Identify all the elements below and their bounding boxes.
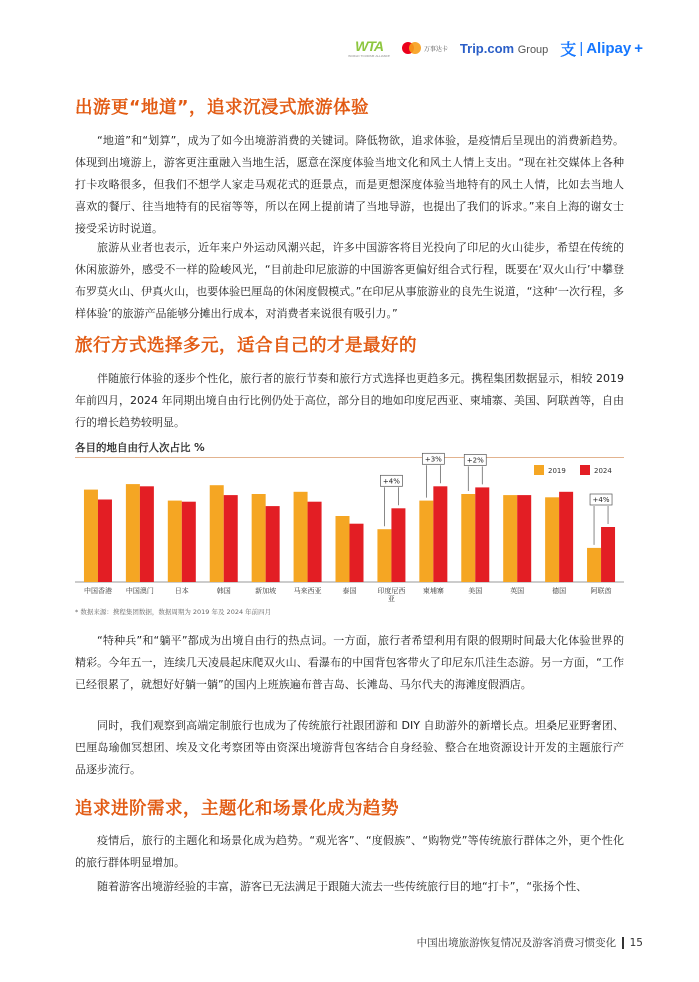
legend-label-2019: 2019 — [548, 467, 566, 475]
alipay-logo — [560, 37, 643, 60]
paragraph-2: 旅游从业者也表示，近年来户外运动风潮兴起，许多中国游客将目光投向了印尼的火山徒步，希望在传统的休闲旅游外，感受不一样的险峻风光，“目前赴印尼旅游的中国游客更偏好组合式行程，既要在‘双火山行’中攀登布罗莫火山、伊真火山，也要体验巴厘岛的休闲度假模式。”在印尼从事旅游业的良先生说道，“这种‘一次行程，多样体验’的旅游产品能够分摊出行成本，对消费者来说很有吸引力。” — [75, 241, 624, 320]
x-tick-label: 英国 — [510, 587, 525, 595]
annotation-connector-2 — [468, 466, 482, 491]
annotation-label-1: +3% — [424, 455, 442, 464]
paragraph-7: 随着游客出境游经验的丰富，游客已无法满足于跟随大流去一些传统旅行目的地“打卡”，“张扬个性、 — [97, 880, 588, 893]
chart-source-note: * 数据来源：携程集团数据，数据周期为 2019 年及 2024 年前四月 — [75, 608, 272, 616]
alipay-plus-icon: + — [634, 39, 643, 57]
bar-2019-10 — [503, 495, 517, 582]
x-tick-label: 中国香港 — [83, 587, 112, 595]
bar-2024-7 — [391, 508, 405, 582]
mastercard-logo — [402, 42, 448, 54]
x-tick-label: 美国 — [468, 587, 483, 595]
section-title-3: 追求进阶需求，主题化和场景化成为趋势 — [75, 799, 399, 819]
partner-logos — [348, 34, 643, 62]
bar-2019-5 — [294, 492, 308, 582]
bar-2019-9 — [461, 494, 475, 582]
bar-2019-2 — [168, 501, 182, 582]
bar-2024-5 — [308, 502, 322, 582]
footer-divider — [622, 937, 624, 949]
x-tick-label: 日本 — [174, 587, 189, 595]
bar-2019-0 — [84, 490, 98, 582]
wta-caption: WORLD TOURISM ALLIANCE — [348, 54, 390, 58]
paragraph-5: 同时，我们观察到高端定制旅行也成为了传统旅行社跟团游和 DIY 自助游外的新增长点。坦桑尼亚野奢团、巴厘岛瑜伽冥想团、埃及文化考察团等由资深出境游背包客结合自身经验、整合在地资源设计开发的主题旅行产品逐步流行。 — [75, 719, 624, 776]
bar-2019-3 — [210, 485, 224, 582]
paragraph-3: 伴随旅行体验的逐步个性化，旅行者的旅行节奏和旅行方式选择也更趋多元。携程集团数据显示，相较 2019 年前四月，2024 年同期出境自由行比例仍处于高位，部分目的地如印度尼西亚、柬埔寨、美国、阿联酋等，自由行的增长趋势较明显。 — [75, 372, 624, 429]
footer-title: 中国出境旅游恢复情况及游客消费习惯变化 — [416, 937, 617, 949]
annotation-label-2: +2% — [466, 456, 484, 465]
bar-2019-8 — [419, 501, 433, 582]
section-title-1: 出游更“地道”，追求沉浸式旅游体验 — [75, 98, 370, 118]
trip-group-logo — [460, 41, 548, 56]
x-tick-label: 泰国 — [342, 587, 357, 595]
legend-swatch-2019 — [534, 465, 544, 475]
page-number: 15 — [629, 936, 643, 949]
paragraph-1: “地道”和“划算”，成为了如今出境游消费的关键词。降低物欲，追求体验，是疫情后呈现出的消费新趋势。体现到出境游上，游客更注重融入当地生活，愿意在深度体验当地文化和风土人情上支出。“现在社交媒体上各种打卡攻略很多，但我们不想学人家走马观花式的逛景点，而是更想深度体验当地特有的风土人情，比如去当地人喜欢的餐厅、往当地特有的民宿等等，所以在网上提前请了当地导游，也提出了我们的诉求。”来自上海的谢女士接受采访时说道。 — [75, 134, 624, 235]
bar-2019-1 — [126, 484, 140, 582]
mastercard-circles-icon — [402, 42, 421, 54]
x-tick-label: 德国 — [552, 587, 567, 595]
x-tick-label: 马来西亚 — [293, 587, 322, 595]
bar-2024-4 — [266, 506, 280, 582]
bar-2024-6 — [350, 524, 364, 582]
bar-2024-12 — [601, 527, 615, 582]
x-tick-label: 阿联酋 — [590, 587, 612, 595]
x-tick-label: 新加坡 — [255, 587, 277, 595]
bar-2019-7 — [377, 529, 391, 582]
wta-logo — [348, 38, 390, 58]
bar-2024-0 — [98, 500, 112, 583]
trip-group-text: Group — [517, 43, 549, 56]
x-tick-label: 印度尼西亚 — [377, 587, 406, 603]
bar-2019-12 — [587, 548, 601, 582]
bar-2019-11 — [545, 497, 559, 582]
alipay-name: Alipay — [586, 39, 632, 57]
bar-2019-6 — [336, 516, 350, 582]
legend-label-2024: 2024 — [594, 467, 612, 475]
bar-2024-2 — [182, 502, 196, 582]
page-footer — [417, 935, 643, 950]
x-tick-label: 中国澳门 — [125, 587, 154, 595]
bar-2024-8 — [433, 486, 447, 582]
paragraph-4: “特种兵”和“躺平”都成为出境自由行的热点词。一方面，旅行者希望利用有限的假期时间最大化体验世界的精彩。今年五一，连续几天凌晨起床爬双火山、看瀑布的中国背包客带火了印尼东爪洼生态游。另一方面，“工作已经很累了，就想好好躺一躺”的国内上班族遍布普吉岛、长滩岛、马尔代夫的海滩度假酒店。 — [75, 634, 624, 691]
bar-2019-4 — [252, 494, 266, 582]
bar-2024-1 — [140, 486, 154, 582]
section-title-2: 旅行方式选择多元，适合自己的才是最好的 — [75, 336, 417, 356]
trip-brand: Trip.com — [459, 40, 515, 56]
mastercard-text: 万事达卡 — [423, 45, 448, 53]
annotation-label-3: +4% — [592, 496, 610, 504]
wta-logo-mark: WTA — [355, 38, 383, 54]
alipay-separator: | — [579, 39, 584, 57]
bar-2024-10 — [517, 495, 531, 582]
chart-title: 各目的地自由行人次占比 % — [75, 442, 205, 454]
bar-2024-11 — [559, 492, 573, 582]
x-tick-label: 韩国 — [216, 587, 231, 595]
chart-title-rule — [75, 457, 624, 458]
bar-2024-3 — [224, 495, 238, 582]
legend-swatch-2024 — [580, 465, 590, 475]
bar-chart — [75, 455, 624, 605]
alipay-zh-icon: 支 — [560, 41, 577, 59]
x-tick-label: 柬埔寨 — [422, 587, 444, 595]
bar-2024-9 — [475, 487, 489, 582]
annotation-label-0: +4% — [382, 477, 400, 486]
paragraph-6: 疫情后，旅行的主题化和场景化成为趋势。“观光客”、“度假族”、“购物党”等传统旅行群体之外，更个性化的旅行群体明显增加。 — [75, 834, 624, 869]
